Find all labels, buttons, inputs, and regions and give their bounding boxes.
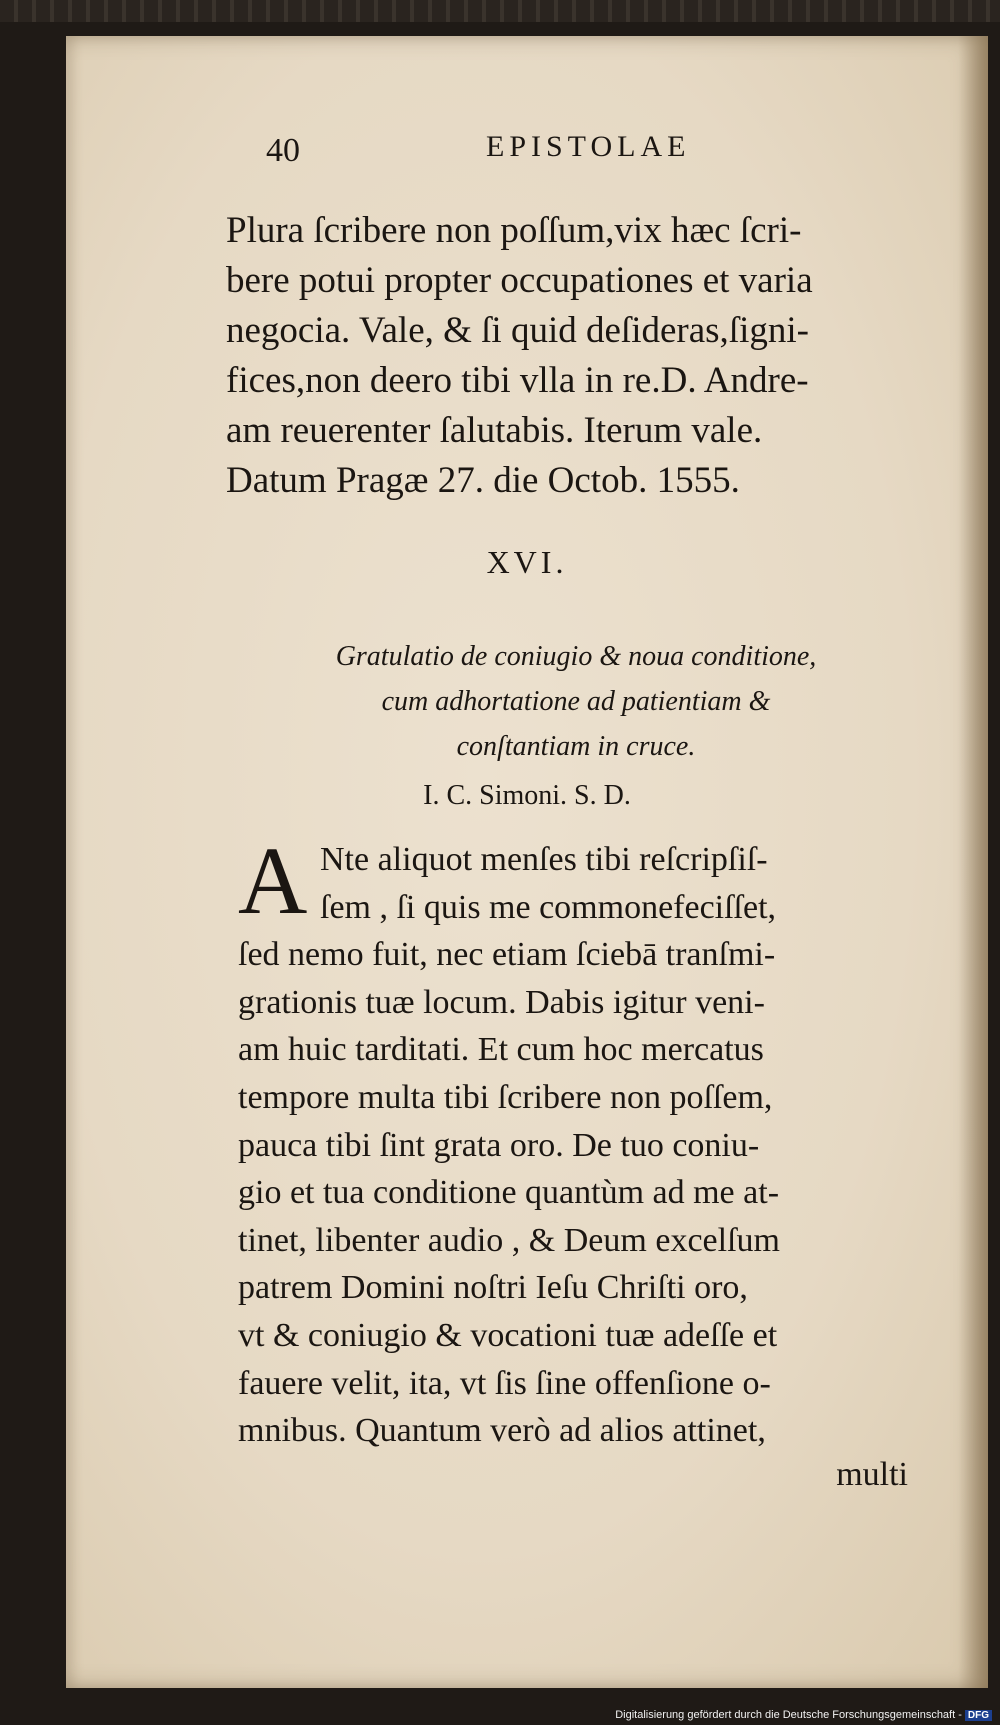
text-line: tempore multa tibi ſcribere non poſſem,: [238, 1078, 773, 1116]
drop-initial: A: [238, 827, 308, 934]
letter-body: [238, 827, 988, 1455]
text-line: ſed nemo fuit, nec etiam ſciebā tranſmi-: [238, 936, 776, 974]
text-line: Nte aliquot menſes tibi reſcripſiſ-: [320, 841, 768, 878]
text-line: Datum Pragæ 27. die Octob. 1555.: [226, 460, 740, 501]
salutation: I. C. Simoni. S. D.: [423, 780, 631, 811]
summary-line: conſtantiam in cruce.: [456, 731, 696, 762]
text-line: vt & coniugio & vocationi tuæ adeſſe et: [238, 1316, 778, 1354]
text-line: pauca tibi ſint grata oro. De tuo coniu-: [238, 1126, 760, 1164]
text-line: am huic tarditati. Et cum hoc mercatus: [238, 1031, 764, 1069]
text-line: ſem , ſi quis me commonefeciſſet,: [320, 888, 777, 926]
text-line: grationis tuæ locum. Dabis igitur veni-: [238, 983, 765, 1021]
book-page: [66, 36, 988, 1688]
summary-line: cum adhortatione ad patientiam &: [381, 686, 771, 717]
text-line: am reuerenter ſalutabis. Iterum vale.: [226, 410, 763, 451]
catchword: multi: [836, 1456, 908, 1493]
closing-paragraph: [226, 206, 988, 506]
page-header: [66, 124, 988, 174]
text-line: negocia. Vale, & ſi quid deſideras,ſigni-: [226, 310, 809, 351]
running-head: EPISTOLAE: [486, 130, 691, 163]
text-line: tinet, libenter audio , & Deum excelſum: [238, 1221, 780, 1259]
credit-text: Digitalisierung gefördert durch die Deutsche Forschungsgemeinschaft -: [615, 1709, 962, 1721]
letter-number: XVI.: [486, 544, 568, 580]
text-line: fauere velit, ita, vt ſis ſine offenſione o-: [238, 1364, 771, 1402]
scan-border-top: [0, 0, 1000, 22]
text-line: fices,non deero tibi vlla in re.D. Andre-: [226, 360, 809, 401]
text-line: Plura ſcribere non poſſum,vix hæc ſcri-: [226, 210, 802, 251]
text-line: bere potui propter occupationes et varia: [226, 260, 813, 301]
digitization-credit: [615, 1709, 992, 1721]
text-line: gio et tua conditione quantùm ad me at-: [238, 1174, 780, 1212]
page-text: [66, 36, 988, 1688]
summary-line: Gratulatio de coniugio & noua conditione,: [335, 641, 817, 672]
text-line: mnibus. Quantum verò ad alios attinet,: [238, 1412, 766, 1450]
text-line: patrem Domini noſtri Ieſu Chriſti oro,: [238, 1269, 748, 1307]
dfg-logo: DFG: [965, 1710, 992, 1721]
letter-summary: [206, 634, 946, 769]
page-number: 40: [266, 132, 300, 169]
